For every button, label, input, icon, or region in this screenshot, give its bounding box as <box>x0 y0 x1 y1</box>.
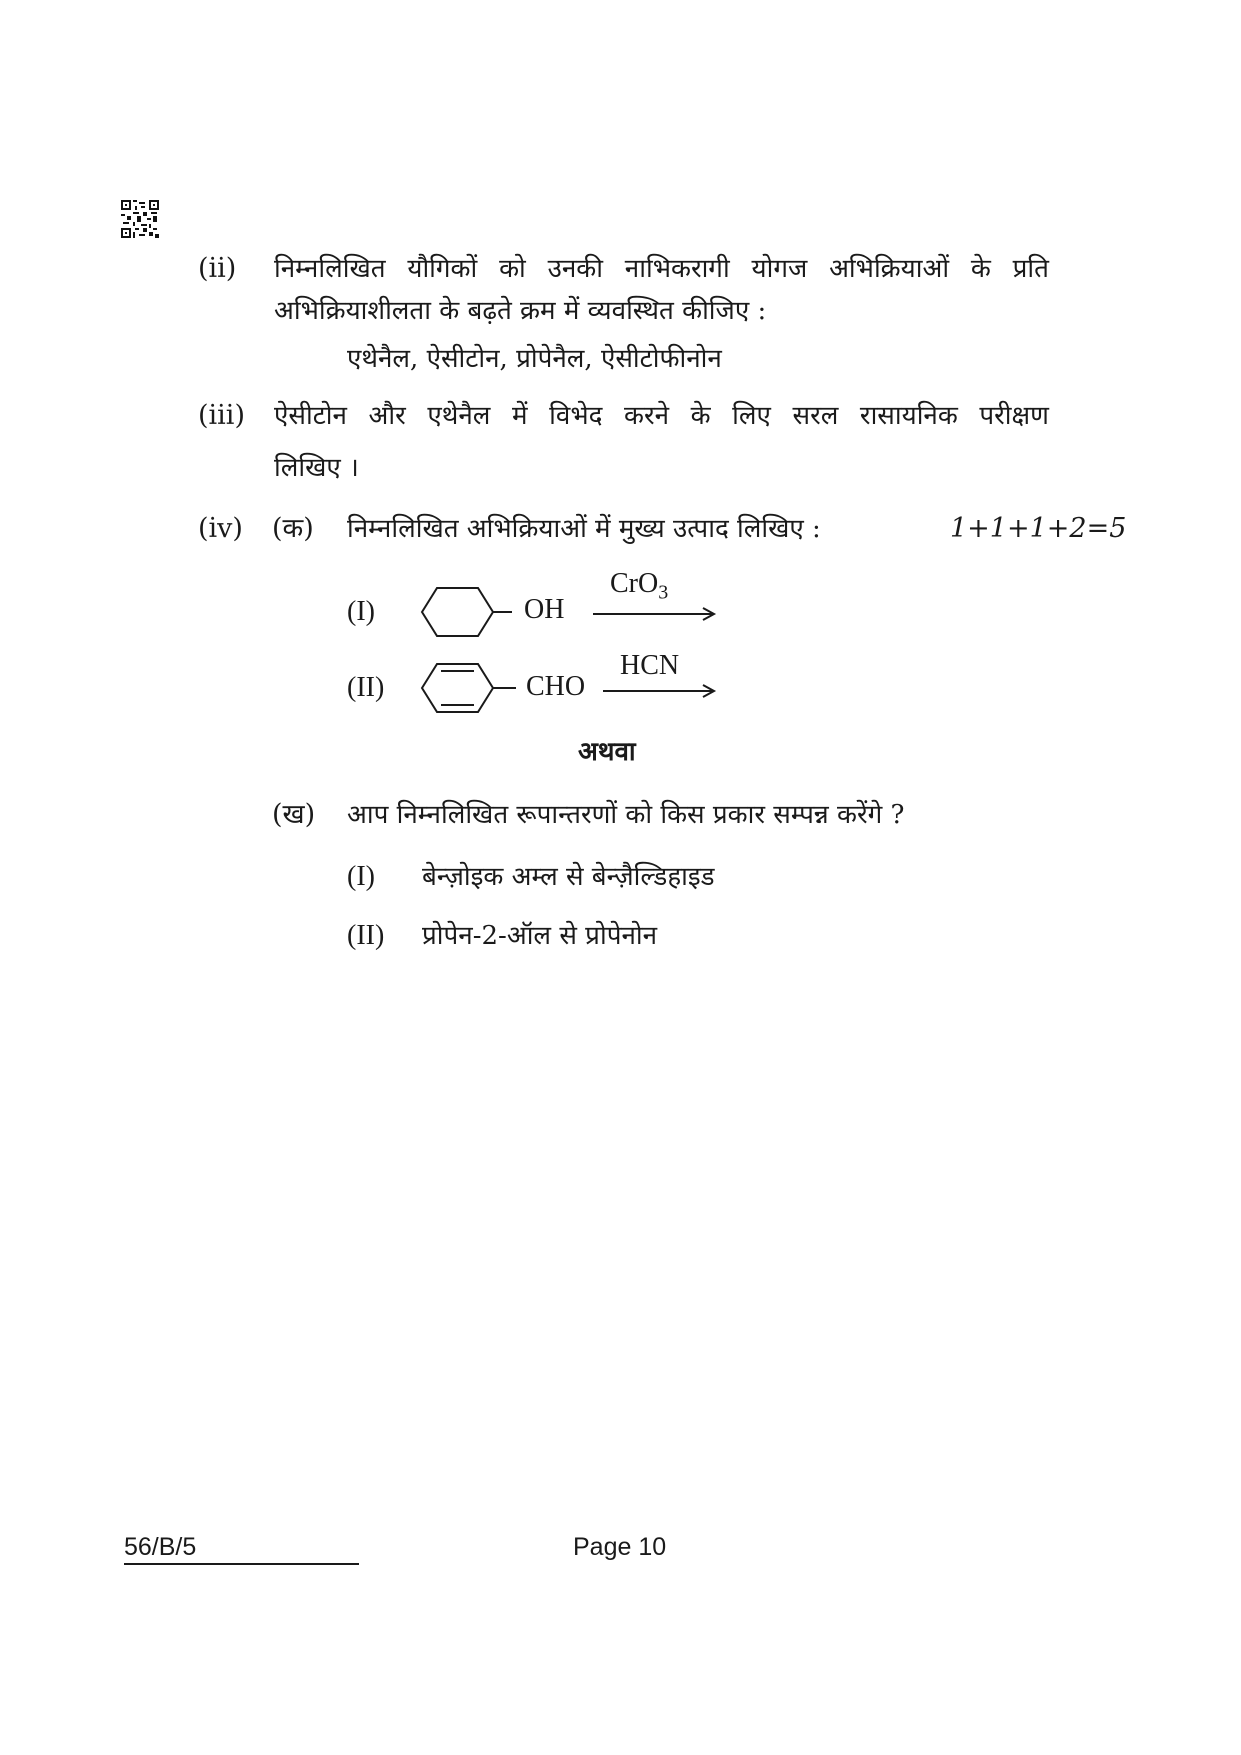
cyclohexane-ring-icon <box>420 584 515 640</box>
reaction1-label: (I) <box>347 596 375 627</box>
item-iv-label: (iv) <box>198 513 243 544</box>
item-iii-line1: ऐसीटोन और एथेनैल में विभेद करने के लिए सरल रासायनिक परीक्षण <box>274 401 1049 431</box>
reaction1-arrow-icon <box>593 606 718 622</box>
reaction2-reagent: HCN <box>620 650 680 681</box>
conversion1-label: (I) <box>347 861 375 892</box>
page-number: Page 10 <box>573 1533 667 1561</box>
item-ii-compounds: एथेनैल, ऐसीटोन, प्रोपेनैल, ऐसीटोफीनोन <box>347 344 722 374</box>
paper-code: 56/B/5 <box>124 1533 197 1561</box>
reaction2-group: CHO <box>526 671 586 702</box>
reaction2-arrow-icon <box>603 683 718 699</box>
conversion2-label: (II) <box>347 920 385 951</box>
qr-code <box>121 200 159 238</box>
reaction2-label: (II) <box>347 672 385 703</box>
conversion2-text: प्रोपेन-2-ऑल से प्रोपेनोन <box>422 921 658 951</box>
reaction1-reagent: CrO$_3$ <box>610 568 669 604</box>
item-ii-line2: अभिक्रियाशीलता के बढ़ते क्रम में व्यवस्थित कीजिए : <box>274 296 767 326</box>
item-iii-line2: लिखिए । <box>274 453 359 483</box>
reaction1-group: OH <box>524 594 565 625</box>
part-a-text: निम्नलिखित अभिक्रियाओं में मुख्य उत्पाद लिखिए : <box>347 514 821 544</box>
part-b-text: आप निम्नलिखित रूपान्तरणों को किस प्रकार सम्पन्न करेंगे ? <box>347 800 905 830</box>
item-ii-label: (ii) <box>198 253 237 284</box>
item-ii-line1: निम्नलिखित यौगिकों को उनकी नाभिकरागी योगज अभिक्रियाओं के प्रति <box>274 254 1049 284</box>
footer-divider <box>124 1563 359 1565</box>
part-b-label: (ख) <box>272 799 316 830</box>
item-iii-label: (iii) <box>198 400 245 431</box>
conversion1-text: बेन्ज़ोइक अम्ल से बेन्ज़ैल्डिहाइड <box>422 862 715 892</box>
benzene-ring-icon <box>420 660 520 716</box>
part-a-label: (क) <box>272 513 314 544</box>
marks-allocation: 1+1+1+2=5 <box>950 513 1127 544</box>
or-separator: अथवा <box>578 737 636 767</box>
